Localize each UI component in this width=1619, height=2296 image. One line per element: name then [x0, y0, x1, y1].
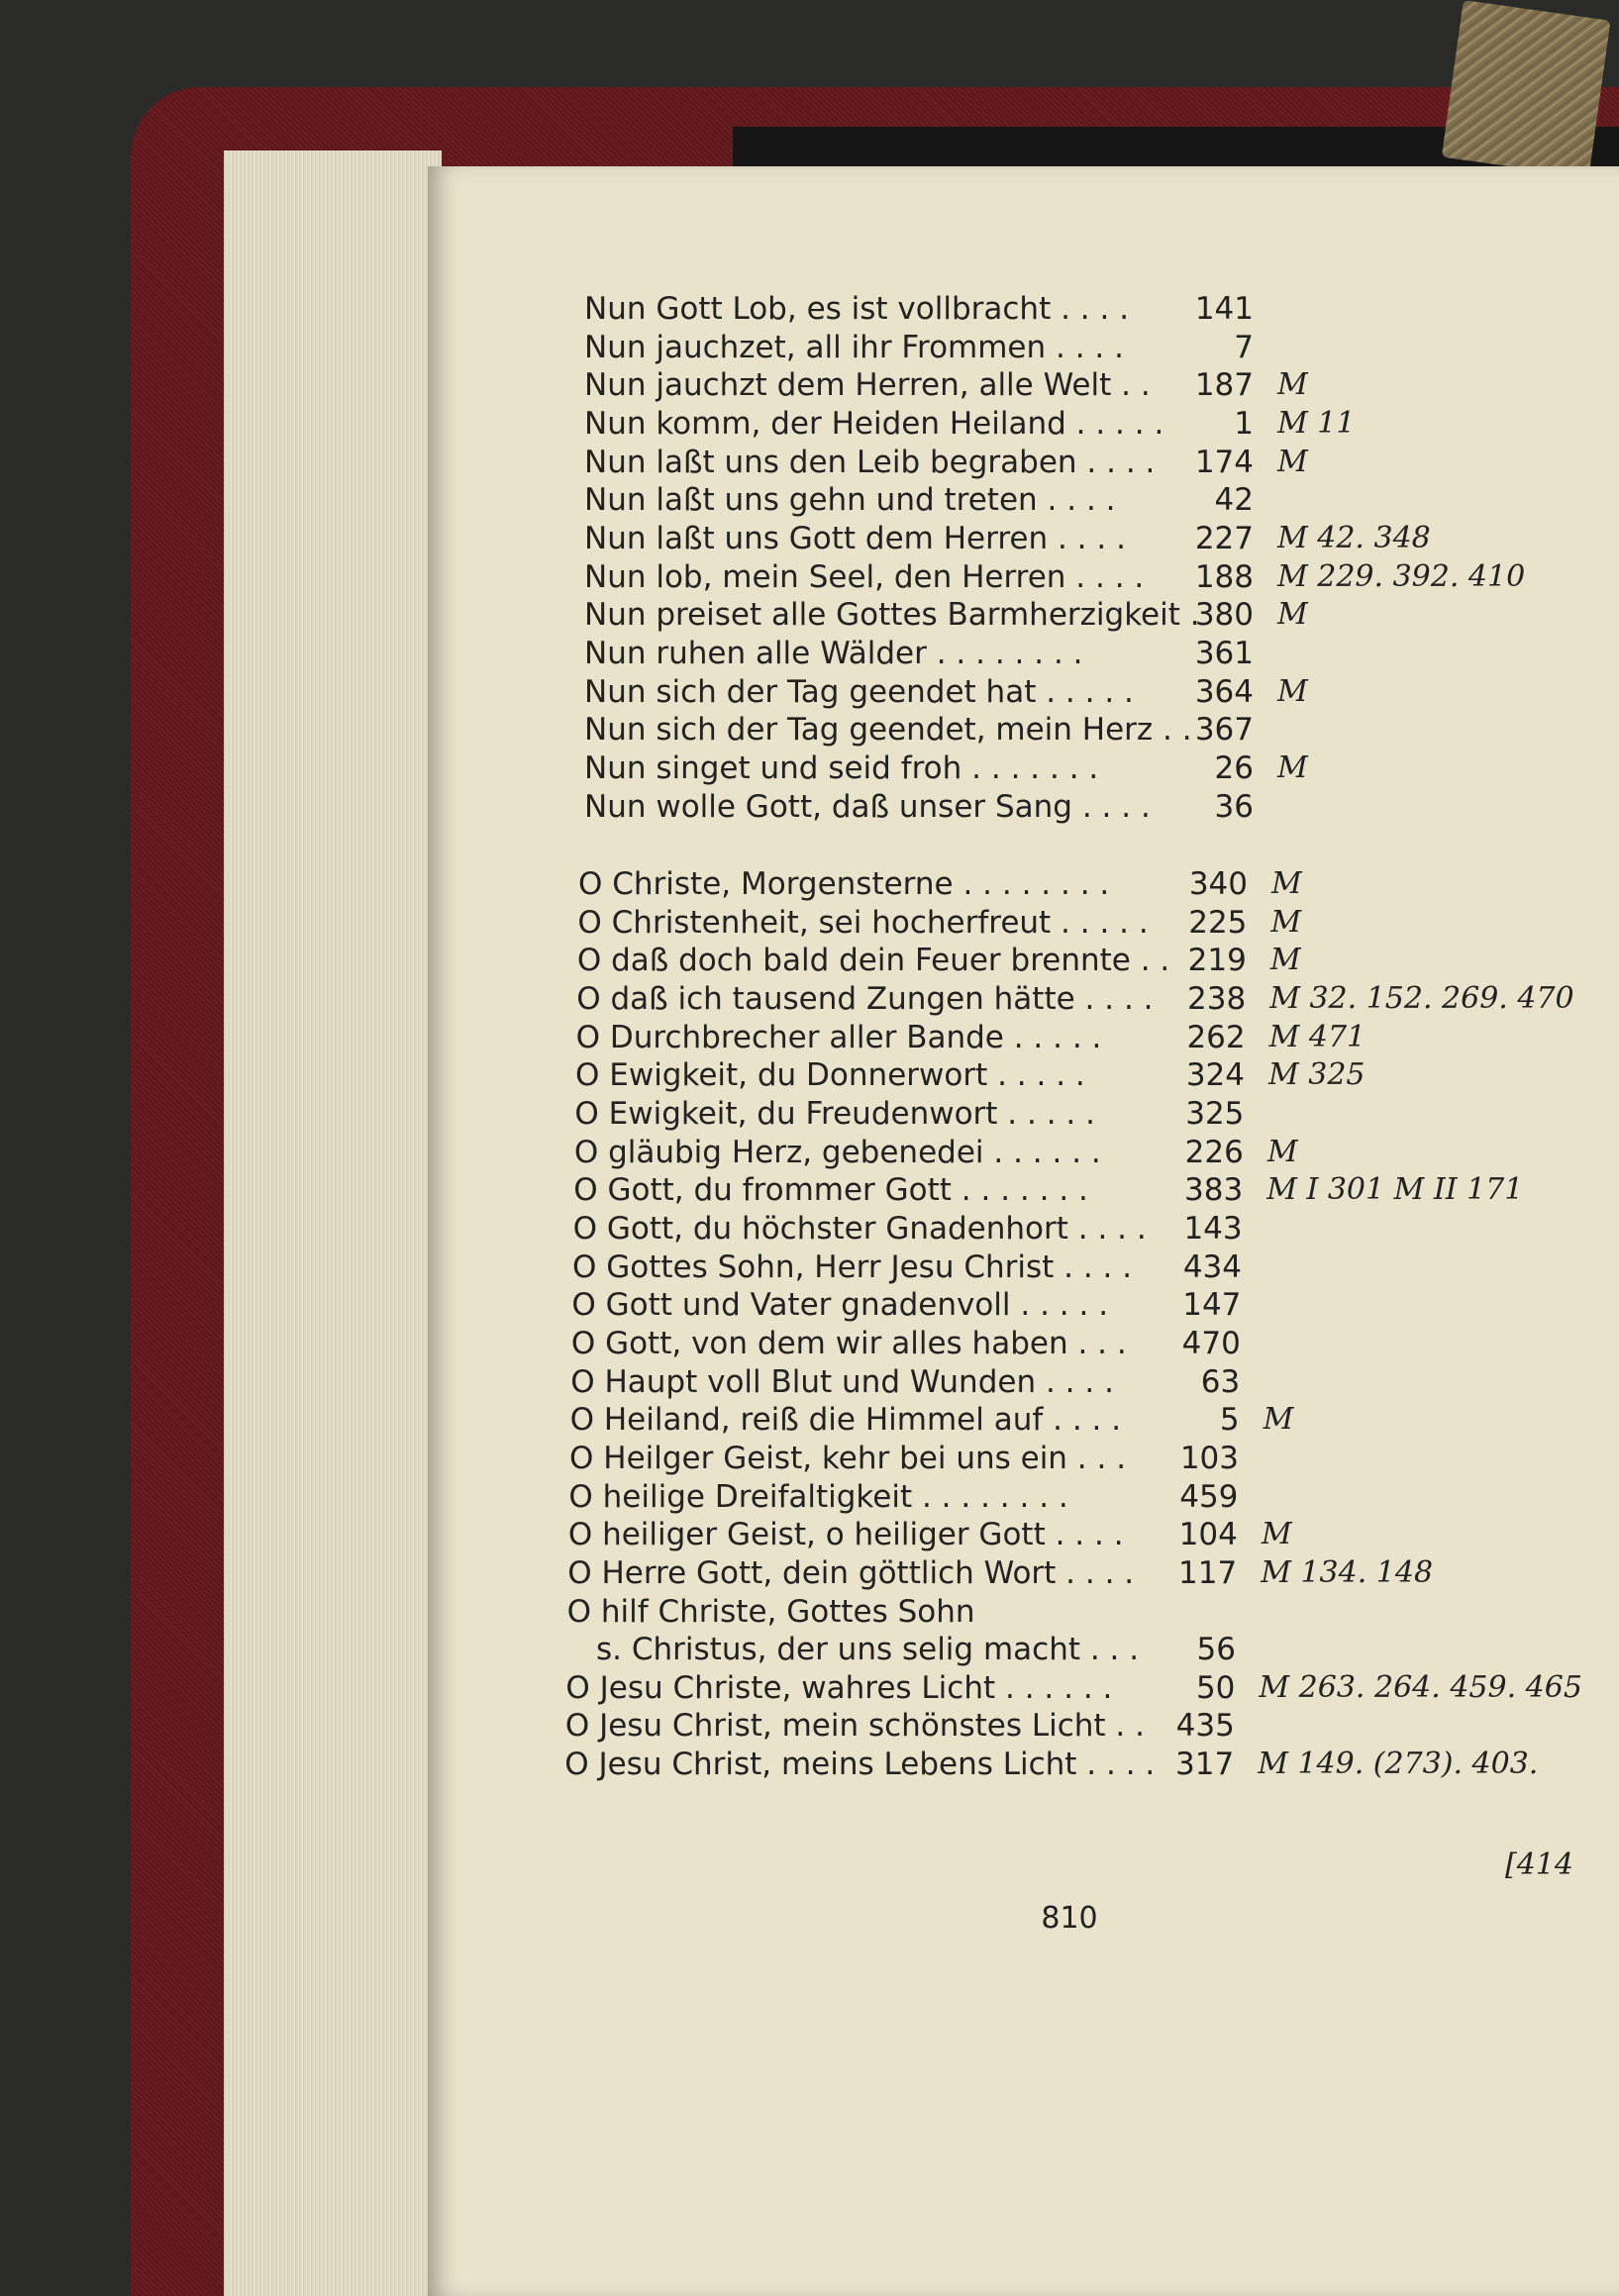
index-entry: [576, 1018, 1586, 1057]
index-entry: [584, 557, 1594, 597]
entry-refs: M: [1277, 597, 1308, 633]
entry-refs: M 11: [1277, 406, 1356, 441]
entry-title: O Jesu Christ, mein schönstes Licht . .: [564, 1708, 1145, 1745]
entry-refs: M I 301 M II 171: [1266, 1172, 1524, 1208]
entry-title: O Herre Gott, dein göttlich Wort . . . .: [567, 1554, 1135, 1591]
entry-title: Nun sich der Tag geendet, mein Herz . .: [584, 712, 1192, 749]
index-entry: [572, 1248, 1582, 1287]
index-entry: [574, 1094, 1584, 1134]
index-entry: [573, 1209, 1583, 1248]
entry-number: 147: [1182, 1287, 1242, 1324]
entry-refs: M 263. 264. 459. 465: [1259, 1669, 1582, 1705]
entry-title: O hilf Christe, Gottes Sohn: [566, 1593, 975, 1630]
index-entry: [568, 1515, 1578, 1554]
index-entry: [584, 749, 1594, 788]
entry-number: 1: [1234, 406, 1254, 442]
entry-number: 324: [1185, 1057, 1245, 1094]
entry-number: 325: [1185, 1096, 1245, 1132]
index-entry: [576, 979, 1586, 1019]
entry-number: 383: [1184, 1172, 1244, 1209]
page-number: 810: [1041, 1901, 1098, 1936]
index-entry: [574, 1133, 1584, 1172]
entry-number: 340: [1188, 866, 1248, 903]
entry-number: 219: [1187, 943, 1247, 979]
entry-number: 187: [1194, 367, 1254, 404]
index-entry: [565, 1706, 1575, 1746]
entry-number: 42: [1214, 482, 1254, 519]
entry-title: Nun laßt uns gehn und treten . . . .: [584, 482, 1116, 519]
entry-title: Nun Gott Lob, es ist vollbracht . . . .: [584, 291, 1130, 327]
entry-title: O Jesu Christ, meins Lebens Licht . . . .: [564, 1747, 1156, 1783]
entry-title: O Heilger Geist, kehr bei uns ein . . .: [569, 1440, 1127, 1476]
index-entry: [584, 443, 1594, 482]
entry-number: 238: [1187, 981, 1247, 1018]
entry-number: 225: [1188, 904, 1248, 941]
hymn-index: [564, 289, 1594, 1893]
entry-refs: M 134. 148: [1261, 1554, 1434, 1590]
entry-refs: M 325: [1268, 1057, 1366, 1093]
entry-number: 434: [1182, 1248, 1242, 1285]
entry-title: O Haupt voll Blut und Wunden . . . .: [570, 1363, 1114, 1400]
entry-refs: M: [1263, 1402, 1294, 1438]
entry-title: O Durchbrecher aller Bande . . . . .: [575, 1019, 1102, 1055]
page-edges: [224, 150, 442, 2296]
index-entry: [565, 1668, 1582, 1708]
entry-refs: M 149. (273). 403.: [1258, 1747, 1539, 1782]
index-entry: [577, 903, 1587, 943]
entry-title: O Gottes Sohn, Herr Jesu Christ . . . .: [572, 1248, 1133, 1285]
entry-number: 227: [1194, 520, 1254, 556]
entry-number: 367: [1194, 712, 1254, 749]
entry-number: 26: [1214, 749, 1254, 786]
entry-refs: M 42. 348: [1277, 520, 1431, 555]
entry-refs: M: [1277, 673, 1308, 709]
entry-number: 103: [1179, 1440, 1239, 1476]
entry-refs: M: [1270, 904, 1302, 940]
entry-title: O heilige Dreifaltigkeit . . . . . . . .: [568, 1478, 1068, 1515]
entry-title: Nun jauchzt dem Herren, alle Welt . .: [584, 367, 1151, 404]
entry-number: 435: [1175, 1708, 1235, 1745]
index-entry: [566, 1630, 1606, 1669]
entry-title: Nun preiset alle Gottes Barmherzigkeit .: [584, 597, 1200, 634]
entry-title: Nun jauchzet, all ihr Frommen . . . .: [584, 329, 1124, 365]
entry-title: Nun laßt uns den Leib begraben . . . .: [584, 444, 1156, 480]
entry-number: 174: [1194, 444, 1254, 480]
entry-number: 262: [1186, 1019, 1246, 1055]
entry-title: O gläubig Herz, gebenedei . . . . . .: [573, 1134, 1101, 1170]
entry-number: 188: [1194, 558, 1254, 595]
entry-title: O Gott, von dem wir alles haben . . .: [570, 1325, 1127, 1361]
entry-number: 361: [1194, 635, 1254, 671]
entry-title: O Ewigkeit, du Freudenwort . . . . .: [574, 1096, 1095, 1132]
index-entry: [575, 1055, 1585, 1095]
entry-title: O heiliger Geist, o heiliger Gott . . . .: [567, 1517, 1124, 1553]
index-entry: [584, 710, 1594, 749]
index-entry: [578, 864, 1588, 904]
index-entry: [573, 1170, 1583, 1210]
entry-number: 56: [1196, 1632, 1236, 1668]
entry-refs: M: [1266, 1134, 1298, 1169]
entry-title: Nun laßt uns Gott dem Herren . . . .: [584, 520, 1126, 556]
entry-refs: M: [1277, 367, 1308, 403]
entry-title: s. Christus, der uns selig macht . . .: [596, 1632, 1140, 1668]
entry-number: 7: [1234, 329, 1254, 365]
entry-title: Nun ruhen alle Wälder . . . . . . . .: [584, 635, 1083, 671]
entry-number: 143: [1183, 1211, 1243, 1247]
entry-title: Nun sich der Tag geendet hat . . . . .: [584, 673, 1134, 710]
index-entry: [567, 1553, 1577, 1593]
entry-title: Nun komm, der Heiden Heiland . . . . .: [584, 406, 1164, 442]
entry-refs: M 229. 392. 410: [1277, 558, 1526, 594]
entry-title: Nun lob, mein Seel, den Herren . . . .: [584, 558, 1145, 595]
entry-title: O Christe, Morgensterne . . . . . . . .: [578, 866, 1110, 903]
entry-number: 459: [1179, 1478, 1239, 1515]
index-entry: [577, 941, 1587, 980]
entry-number: 141: [1194, 291, 1254, 327]
entry-number: 470: [1181, 1325, 1241, 1361]
index-entry: [584, 328, 1594, 367]
index-entry: [584, 480, 1594, 520]
entry-refs: M: [1271, 866, 1302, 902]
entry-title: O Heiland, reiß die Himmel auf . . . .: [569, 1402, 1122, 1439]
entry-title: O Gott, du frommer Gott . . . . . . .: [573, 1172, 1088, 1209]
index-entry: [584, 634, 1594, 673]
entry-title: O daß ich tausend Zungen hätte . . . .: [576, 981, 1154, 1018]
entry-number: 104: [1178, 1517, 1238, 1553]
entry-title: O Christenheit, sei hocherfreut . . . . .: [577, 904, 1149, 941]
entry-refs: M: [1277, 749, 1308, 785]
entry-title: O Gott, du höchster Gnadenhort . . . .: [572, 1211, 1147, 1247]
entry-title: Nun singet und seid froh . . . . . . .: [584, 749, 1099, 786]
index-entry: [584, 519, 1594, 558]
index-entry: [584, 672, 1594, 712]
entry-refs: M 471: [1268, 1019, 1366, 1054]
entry-number: 5: [1219, 1402, 1240, 1439]
index-entry: [571, 1285, 1581, 1325]
index-entry: [568, 1477, 1578, 1517]
entry-number: 50: [1195, 1669, 1236, 1706]
index-entry: [569, 1439, 1579, 1478]
entry-number: 117: [1178, 1554, 1238, 1591]
entry-number: 317: [1175, 1747, 1235, 1783]
entry-title: O Gott und Vater gnadenvoll . . . . .: [571, 1287, 1109, 1324]
entry-title: O daß doch bald dein Feuer brennte . .: [576, 943, 1170, 979]
entry-refs: M: [1277, 444, 1308, 479]
entry-title: Nun wolle Gott, daß unser Sang . . . .: [584, 788, 1151, 825]
entry-number: 380: [1194, 597, 1254, 634]
bookmark-ribbon: [1442, 0, 1611, 177]
index-entry: [584, 404, 1594, 444]
index-entry: [584, 365, 1594, 405]
index-entry: [571, 1324, 1581, 1363]
entry-refs: M: [1261, 1517, 1292, 1552]
entry-refs: M 32. 152. 269. 470: [1269, 981, 1574, 1017]
entry-number: 63: [1200, 1363, 1241, 1400]
catchword: [414: [1505, 1847, 1573, 1882]
index-entry: [584, 595, 1594, 635]
index-entry: [570, 1400, 1580, 1440]
index-entry: [570, 1362, 1580, 1402]
entry-refs: M: [1269, 943, 1301, 978]
index-entry: [584, 787, 1594, 827]
entry-title: O Jesu Christe, wahres Licht . . . . . .: [565, 1669, 1113, 1706]
entry-number: 226: [1184, 1134, 1244, 1170]
index-entry: [584, 289, 1594, 329]
index-entry: [564, 1745, 1574, 1784]
index-entry: [567, 1592, 1577, 1632]
entry-title: O Ewigkeit, du Donnerwort . . . . .: [575, 1057, 1085, 1094]
entry-number: 364: [1194, 673, 1254, 710]
entry-number: 36: [1214, 788, 1254, 825]
